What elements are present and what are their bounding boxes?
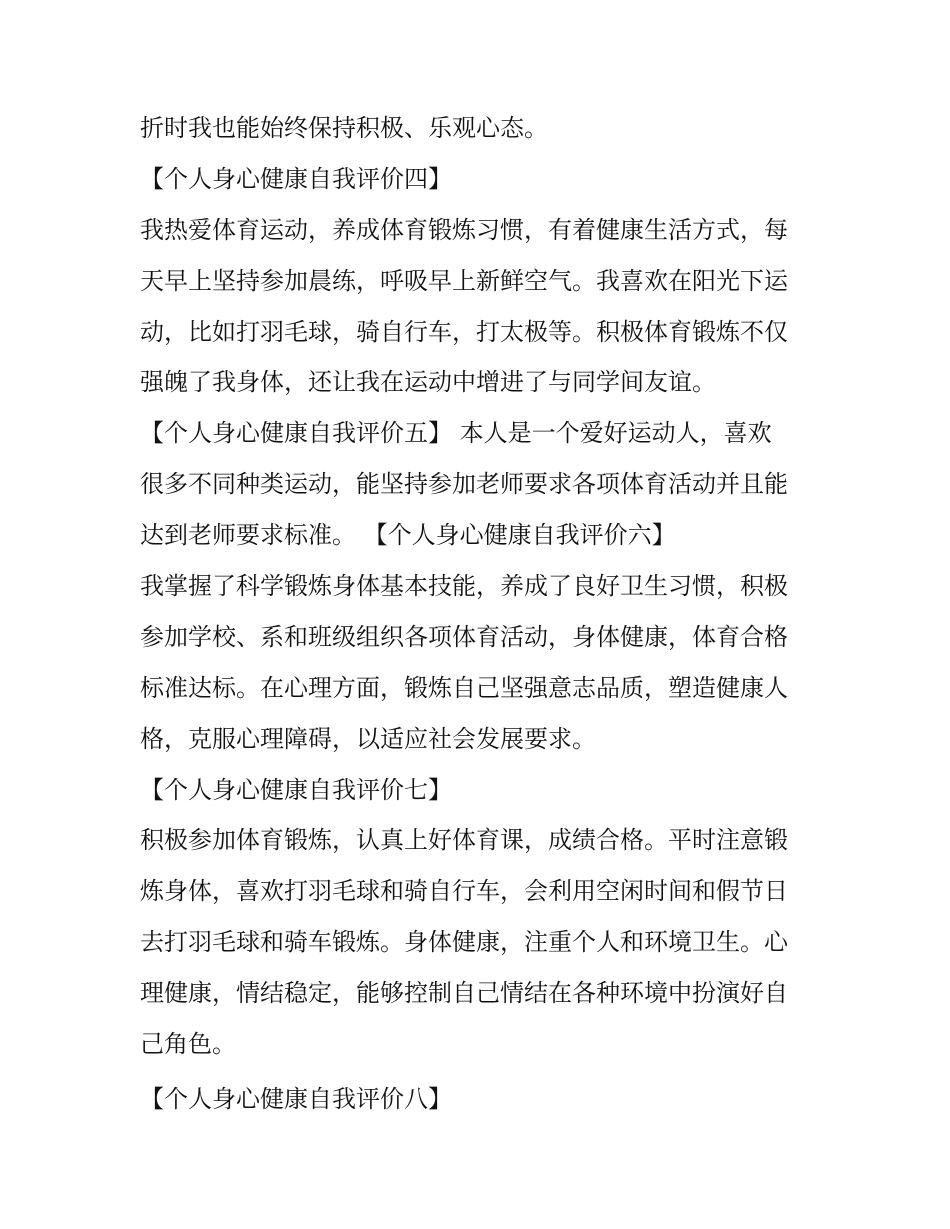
text-line: 去打羽毛球和骑车锻炼。身体健康，注重个人和环境卫生。心 (140, 928, 788, 957)
text-line: 炼身体，喜欢打羽毛球和骑自行车，会利用空闲时间和假节日 (140, 877, 788, 906)
text-line: 达到老师要求标准。 【个人身心健康自我评价六】 (140, 521, 676, 550)
text-line: 我掌握了科学锻炼身体基本技能，养成了良好卫生习惯，积极 (140, 572, 788, 601)
section-heading: 【个人身心健康自我评价八】 (140, 1084, 452, 1113)
text-line: 标准达标。在心理方面，锻炼自己坚强意志品质，塑造健康人 (140, 673, 788, 702)
section-heading: 【个人身心健康自我评价七】 (140, 775, 452, 804)
text-line: 我热爱体育运动，养成体育锻炼习惯，有着健康生活方式，每 (140, 215, 788, 244)
text-line: 参加学校、系和班级组织各项体育活动，身体健康，体育合格 (140, 622, 788, 651)
text-line: 强魄了我身体，还让我在运动中增进了与同学间友谊。 (140, 368, 716, 397)
text-line: 折时我也能始终保持积极、乐观心态。 (140, 114, 548, 142)
text-line: 理健康，情结稳定，能够控制自己情结在各种环境中扮演好自 (140, 979, 788, 1008)
text-line: 很多不同种类运动，能坚持参加老师要求各项体育活动并且能 (140, 470, 788, 499)
text-line: 动，比如打羽毛球，骑自行车，打太极等。积极体育锻炼不仅 (140, 317, 788, 346)
section-heading: 【个人身心健康自我评价四】 (140, 164, 452, 193)
text-line: 【个人身心健康自我评价五】 本人是一个爱好运动人，喜欢 (140, 419, 772, 448)
text-line: 天早上坚持参加晨练，呼吸早上新鲜空气。我喜欢在阳光下运 (140, 266, 788, 295)
text-line: 积极参加体育锻炼，认真上好体育课，成绩合格。平时注意锻 (140, 826, 788, 855)
text-line: 格，克服心理障碍，以适应社会发展要求。 (140, 724, 596, 753)
document-page (140, 103, 820, 1125)
text-line: 己角色。 (140, 1030, 236, 1059)
